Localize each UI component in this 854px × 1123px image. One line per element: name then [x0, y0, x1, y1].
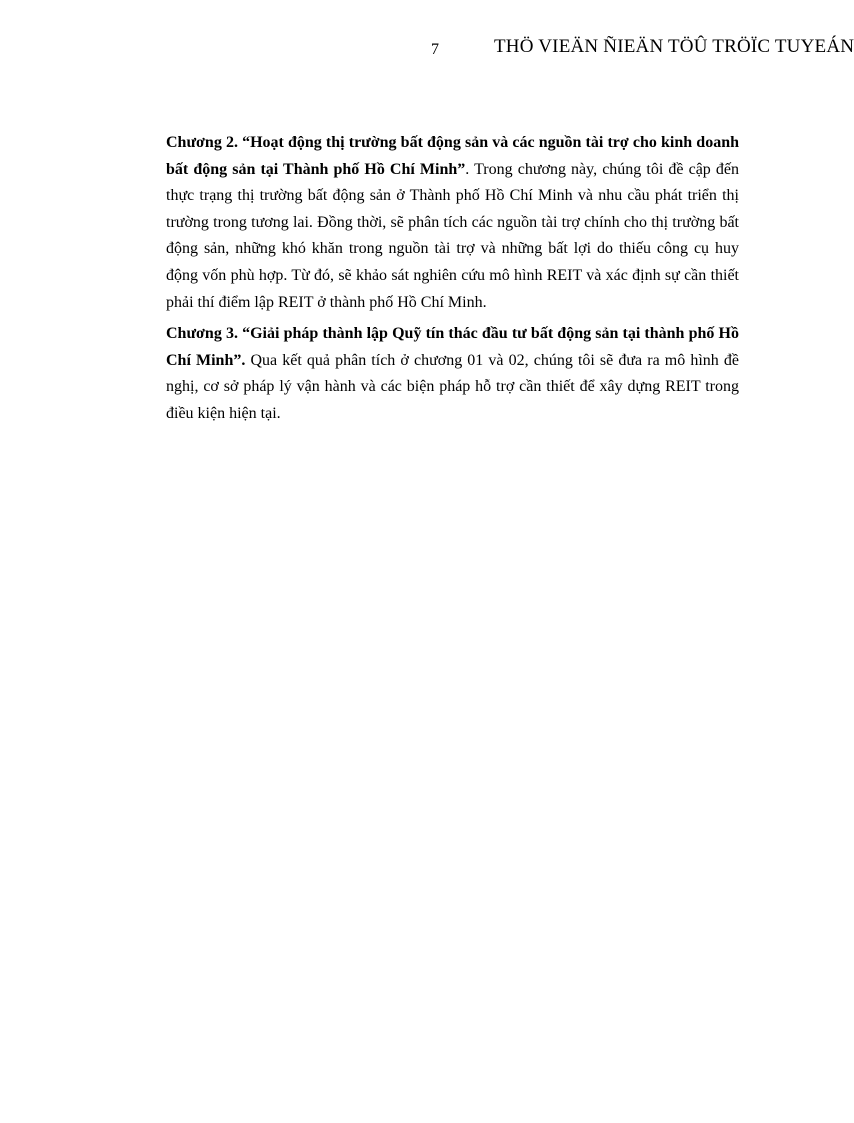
chapter-2-heading: Chương 2. “Hoạt động thị trường bất động sản và các nguồn tài trợ cho kinh doanh bất động sản tại Thành phố Hồ Chí Minh”	[166, 134, 739, 178]
running-header-title: THÖ VIEÄN ÑIEÄN TÖÛ TRÖÏC TUYEÁN	[494, 36, 854, 57]
document-body	[166, 130, 739, 433]
page-number: 7	[431, 41, 439, 58]
chapter-3-text: Qua kết quả phân tích ở chương 01 và 02, chúng tôi sẽ đưa ra mô hình đề nghị, cơ sở pháp lý vận hành và các biện pháp hỗ trợ cần thiết để xây dựng REIT trong điều kiện hiện tại.	[166, 351, 739, 422]
chapter-3-heading: Chương 3. “Giải pháp thành lập Quỹ tín thác đầu tư bất động sản tại thành phố Hồ Chí Minh”.	[166, 325, 739, 369]
chapter-2-text: . Trong chương này, chúng tôi đề cập đến thực trạng thị trường bất động sản ở Thành phố Hồ Chí Minh và nhu cầu phát triển thị trường trong tương lai. Đồng thời, sẽ phân tích các nguồn tài trợ chính cho thị trường bất động sản, những khó khăn trong nguồn tài trợ và những bất lợi do thiếu công cụ huy động vốn phù hợp. Từ đó, sẽ khảo sát nghiên cứu mô hình REIT và xác định sự cần thiết phải thí điểm lập REIT ở thành phố Hồ Chí Minh.	[166, 160, 739, 311]
paragraph-chapter-2	[166, 130, 739, 316]
paragraph-chapter-3	[166, 321, 739, 427]
